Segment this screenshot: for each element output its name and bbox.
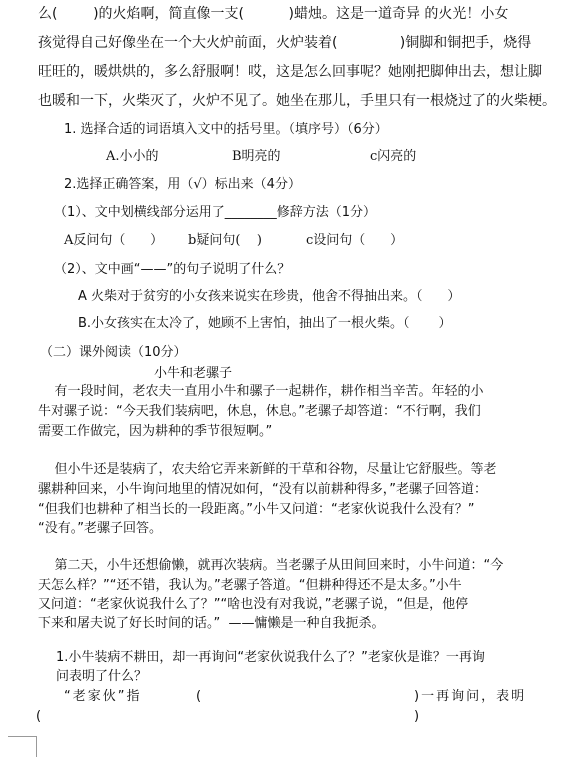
passage-line-4: 也暖和一下，火柴灭了，火炉不见了。她坐在那儿，手里只有一根烧过了的火柴梗。 [38,93,556,109]
q2-sub1: （1）、文中划横线部分运用了________修辞方法（1分） [54,205,377,220]
story-p2-line-2: 骡耕种回来，小牛询问地里的情况如何，“没有以前耕种得多，”老骡子回答道： [38,482,487,497]
story-p1-line-2: 牛对骡子说：“今天我们装病吧，休息，休息。”老骡子却答道：“不行啊，我们 [38,404,481,419]
story-title: 小牛和老骡子 [154,366,233,381]
question-1-prompt: 1. 选择合适的词语填入文中的括号里。（填序号）（6分） [64,122,388,137]
story-p3-line-1: 第二天，小牛还想偷懒，就再次装病。当老骡子从田间回来时，小牛问道：“今 [38,558,504,573]
section-2-heading: （二）课外阅读（10分） [40,345,187,360]
story-p1-line-3: 需要工作做完，因为耕种的季节很短啊。” [38,424,273,439]
q1-option-c: c闪亮的 [370,149,417,164]
page-crop-mark [8,736,37,757]
story-question-line-1: 1.小牛装病不耕田，却一再询问“老家伙说我什么了？”老家伙是谁？一再询 [56,650,485,665]
story-question-line-2: 问表明了什么？ [56,669,148,684]
q2-sub1-option-c: c设问句（ ） [306,233,404,248]
story-answer-label: “老家伙”指 [64,689,142,704]
q2-sub1-option-b: b疑问句( ) [188,233,262,248]
story-p2-line-1: 但小牛还是装病了，农夫给它弄来新鲜的干草和谷物，尽量让它舒服些。等老 [38,462,497,477]
story-answer-mid: )一再询问，表明 [414,689,527,704]
story-p3-line-4: 下来和屠夫说了好长时间的话。” ——慵懒是一种自我扼杀。 [38,616,385,631]
passage-line-2: 孩觉得自己好像坐在一个大火炉前面，火炉装着( )铜脚和铜把手，烧得 [38,35,532,51]
story-p3-line-3: 又问道：“老家伙说我什么了？”“啥也没有对我说，”老骡子说，“但是，他停 [38,597,469,612]
q1-option-a: A.小小的 [106,149,159,164]
passage-line-1: 么( )的火焰啊，简直像一支( )蜡烛。这是一道奇异 的火光！小女 [38,6,509,22]
story-p3-line-2: 天怎么样？”“还不错，我认为。”老骡子答道。“但耕种得还不是太多。”小牛 [38,578,462,593]
answer-paren-open-2: ( [36,709,42,724]
story-p2-line-3: “但我们也耕种了相当长的一段距离。”小牛又问道：“老家伙说我什么没有？” [38,502,475,517]
q2-sub2: （2）、文中画“——”的句子说明了什么？ [54,262,291,277]
q1-option-b: B明亮的 [232,149,281,164]
question-2-prompt: 2.选择正确答案，用（√）标出来（4分） [64,177,301,192]
q2-sub2-option-a: A 火柴对于贫穷的小女孩来说实在珍贵，他舍不得抽出来。（ ） [78,289,461,304]
answer-paren-open-1: ( [196,689,202,704]
answer-paren-close-2: ) [414,709,420,724]
story-p2-line-4: “没有。”老骡子回答。 [38,521,162,536]
passage-line-3: 旺旺的，暖烘烘的，多么舒服啊！哎，这是怎么回事呢？她刚把脚伸出去，想让脚 [38,64,542,80]
q2-sub1-option-a: A反问句（ ） [64,233,164,248]
story-p1-line-1: 有一段时间，老农夫一直用小牛和骡子一起耕作，耕作相当辛苦。年轻的小 [38,384,484,399]
q2-sub2-option-b: B.小女孩实在太冷了，她顾不上害怕，抽出了一根火柴。（ ） [78,316,452,331]
